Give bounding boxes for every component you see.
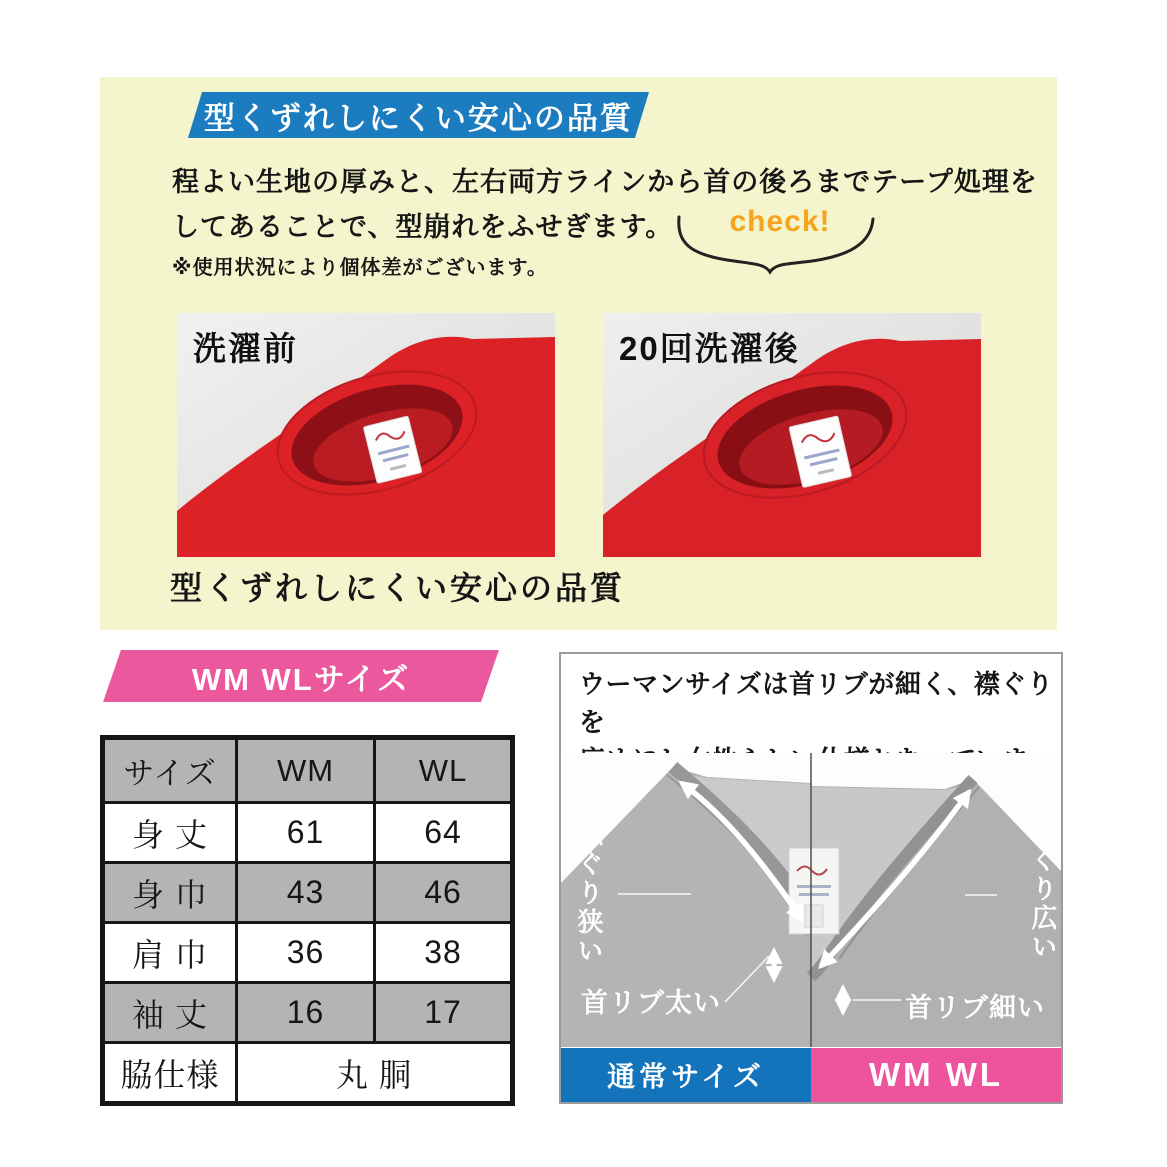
row-label: 身 丈 <box>103 803 237 863</box>
quality-description-line2: してあることで、型崩れをふせぎます。 <box>172 212 674 242</box>
annotation-neck-wide: 襟ぐり広い <box>1028 817 1058 962</box>
photo-before-label: 洗濯前 <box>193 330 298 367</box>
woman-size-panel <box>559 652 1063 1104</box>
row-label: 袖 丈 <box>103 983 237 1043</box>
quality-description-line1: 程よい生地の厚みと、左右両方ラインから首の後ろまでテープ処理を <box>172 167 1038 197</box>
col-header-wl: WL <box>375 738 513 803</box>
comparison-legend-bars <box>561 1048 1061 1102</box>
row-wm-value: 43 <box>237 863 375 923</box>
row-wl-value: 17 <box>375 983 513 1043</box>
row-wm-value: 16 <box>237 983 375 1043</box>
photo-after-wash <box>603 313 981 557</box>
size-table <box>100 735 515 1106</box>
quality-banner <box>188 92 649 138</box>
row-wm-value: 61 <box>237 803 375 863</box>
check-callout-label: check! <box>729 205 831 238</box>
photo-after-label: 20回洗濯後 <box>619 330 800 367</box>
care-label <box>789 848 839 934</box>
size-banner <box>103 650 499 702</box>
row-wl-value: 46 <box>375 863 513 923</box>
quality-description <box>172 160 1052 250</box>
size-table-row-body-length <box>103 803 513 863</box>
annotation-neck-narrow: 襟ぐり狭い <box>574 821 604 966</box>
col-header-size: サイズ <box>103 738 237 803</box>
quality-disclaimer: ※使用状況により個体差がございます。 <box>172 257 548 279</box>
size-table-row-body-width <box>103 863 513 923</box>
annotation-rib-thin: 首リブ細い <box>905 993 1045 1023</box>
size-banner-label: WM WLサイズ <box>191 661 411 697</box>
size-table-header-row <box>103 738 513 803</box>
check-brace-icon <box>672 210 882 278</box>
col-header-wm: WM <box>237 738 375 803</box>
size-table-footer-row <box>103 1043 513 1104</box>
row-label: 身 巾 <box>103 863 237 923</box>
size-table-row-sleeve-length <box>103 983 513 1043</box>
legend-normal-size: 通常サイズ <box>561 1048 811 1102</box>
footer-label: 脇仕様 <box>103 1043 237 1104</box>
row-wm-value: 36 <box>237 923 375 983</box>
quality-banner-label: 型くずれしにくい安心の品質 <box>204 100 633 136</box>
woman-size-description-line1: ウーマンサイズは首リブが細く、襟ぐりを <box>579 669 1054 737</box>
legend-wm-wl: WM WL <box>811 1048 1061 1102</box>
photo-before-wash <box>177 313 555 557</box>
row-wl-value: 64 <box>375 803 513 863</box>
annotation-rib-thick: 首リブ太い <box>581 988 721 1018</box>
row-label: 肩 巾 <box>103 923 237 983</box>
quality-caption: 型くずれしにくい安心の品質 <box>170 570 626 606</box>
size-table-row-shoulder-width <box>103 923 513 983</box>
collar-comparison-image <box>561 753 1061 1047</box>
footer-value: 丸 胴 <box>237 1043 513 1104</box>
row-wl-value: 38 <box>375 923 513 983</box>
